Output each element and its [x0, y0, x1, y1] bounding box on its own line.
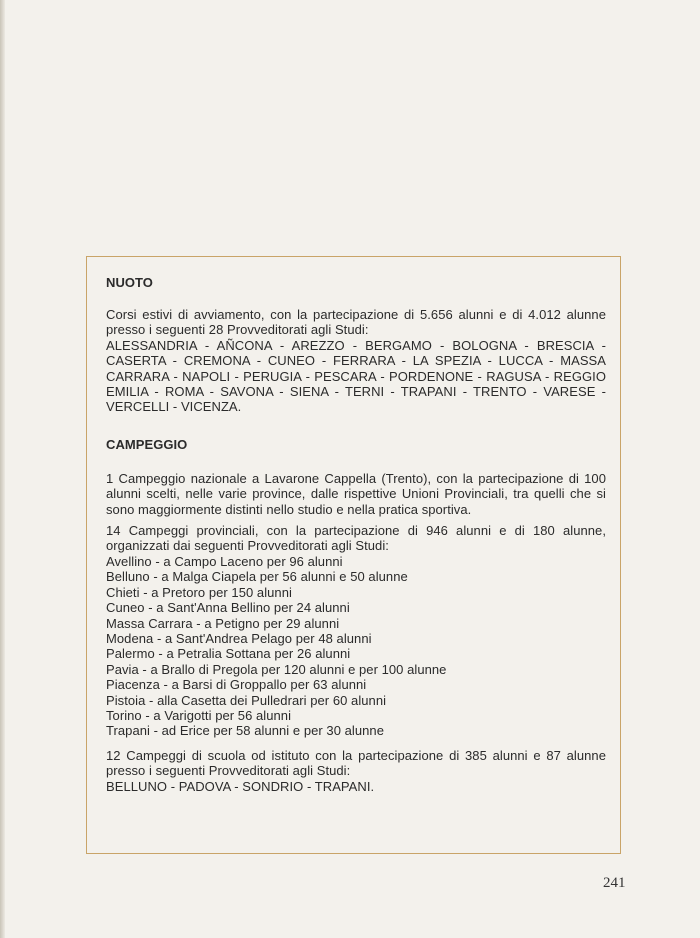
list-item: Palermo - a Petralia Sottana per 26 alunni: [106, 646, 351, 662]
campeggi-scuola-cities: BELLUNO - PADOVA - SONDRIO - TRAPANI.: [106, 778, 375, 794]
section-heading-campeggio: CAMPEGGIO: [106, 436, 188, 452]
list-item: Chieti - a Pretoro per 150 alunni: [106, 584, 292, 600]
list-item: Pistoia - alla Casetta dei Pulledrari per 60 alunni: [106, 692, 387, 708]
page-number: 241: [603, 875, 626, 891]
list-item: Cuneo - a Sant'Anna Bellino per 24 alunni: [106, 600, 350, 616]
list-item: Modena - a Sant'Andrea Pelago per 48 alunni: [106, 630, 372, 646]
campeggi-provinciali-intro: 14 Campeggi provinciali, con la partecipazione di 946 alunni e di 180 alunne, organizzati dai seguenti Provveditorati agli Studi:: [106, 523, 606, 554]
list-item: Pavia - a Brallo di Pregola per 120 alunni e per 100 alunne: [106, 661, 447, 677]
list-item: Avellino - a Campo Laceno per 96 alunni: [106, 553, 343, 569]
book-spine-edge: [0, 0, 5, 938]
list-item: Piacenza - a Barsi di Groppallo per 63 alunni: [106, 677, 367, 693]
list-item: Massa Carrara - a Petigno per 29 alunni: [106, 615, 340, 631]
list-item: Trapani - ad Erice per 58 alunni e per 30 alunne: [106, 723, 384, 739]
document-body: [106, 275, 606, 794]
nuoto-intro: Corsi estivi di avviamento, con la partecipazione di 5.656 alunni e di 4.012 alunne presso i seguenti 28 Provveditorati agli Studi:: [106, 307, 606, 338]
list-item: Torino - a Varigotti per 56 alunni: [106, 707, 292, 723]
section-heading-nuoto: NUOTO: [106, 275, 153, 290]
campeggio-nazionale: 1 Campeggio nazionale a Lavarone Cappella (Trento), con la partecipazione di 100 alunni scelti, nelle varie province, dalle rispettive Unioni Provinciali, tra quelli che si sono maggiormente distinti nello studio e nella pratica sportiva.: [106, 470, 606, 517]
list-item: Belluno - a Malga Ciapela per 56 alunni e 50 alunne: [106, 569, 408, 585]
campeggi-scuola-intro: 12 Campeggi di scuola od istituto con la partecipazione di 385 alunni e 87 alunne presso i seguenti Provveditorati agli Studi:: [106, 747, 606, 779]
campeggi-provinciali-list: [106, 554, 606, 739]
nuoto-cities: ALESSANDRIA - AÑCONA - AREZZO - BERGAMO - BOLOGNA - BRESCIA - CASERTA - CREMONA - CUNEO - FERRARA - LA SPEZIA - LUCCA - MASSA CARRARA - NAPOLI - PERUGIA - PESCARA - PORDENONE - RAGUSA - REGGIO EMILIA - ROMA - SAVONA - SIENA - TERNI - TRAPANI - TRENTO - VARESE - VERCELLI - VICENZA.: [106, 337, 606, 415]
